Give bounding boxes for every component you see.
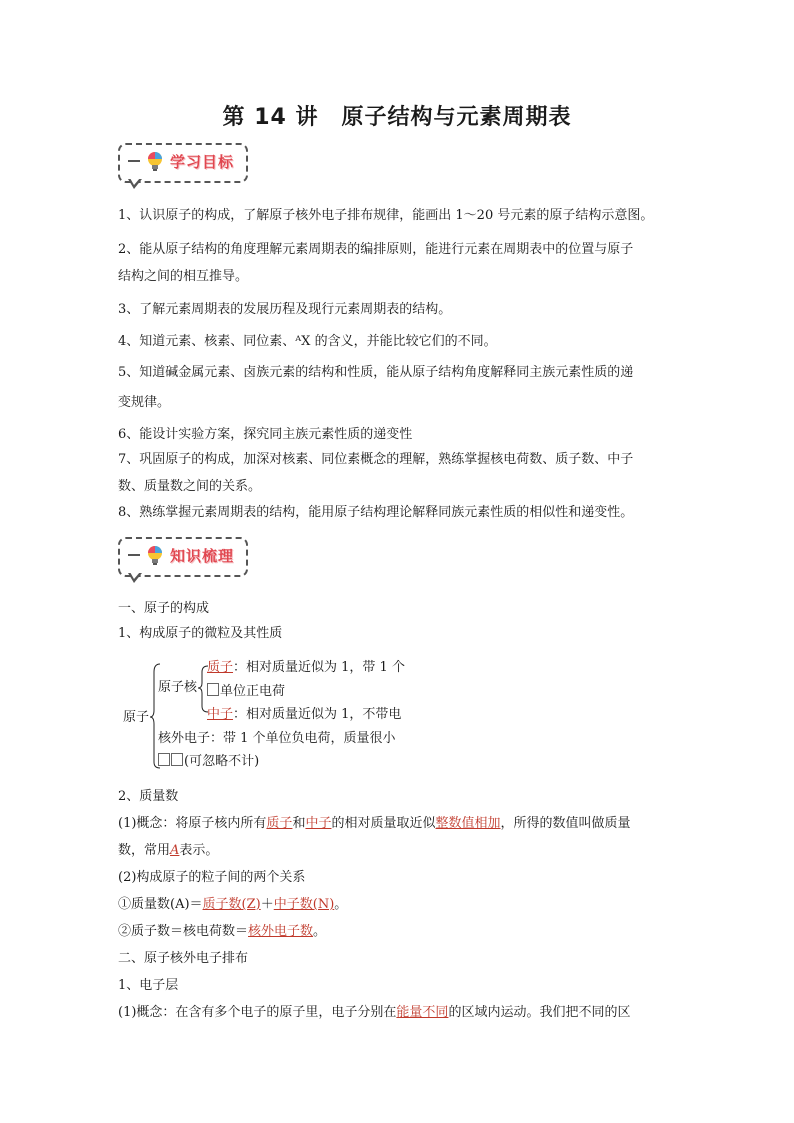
section-heading: 二、原子核外电子排布 xyxy=(118,951,249,966)
objective-line: 7、巩固原子的构成，加深对核素、同位素概念的理解，熟练掌握核电荷数、质子数、中子 xyxy=(118,452,634,467)
subsection-heading: 1、电子层 xyxy=(118,978,179,993)
concept-line: (1)概念：将原子核内所有质子和中子的相对质量取近似整数值相加，所得的数值叫做质量 xyxy=(118,816,631,831)
subsection-heading: 1、构成原子的微粒及其性质 xyxy=(118,626,283,641)
tree-root: 原子 xyxy=(123,710,150,725)
knowledge-badge xyxy=(118,537,252,589)
relations-heading: (2)构成原子的粒子间的两个关系 xyxy=(118,870,306,885)
objective-line: 1、认识原子的构成，了解原子核外电子排布规律，能画出 1～20 号元素的原子结构示意图。 xyxy=(118,208,654,223)
objectives-badge xyxy=(118,143,252,195)
page-title: 第 14 讲 原子结构与元素周期表 xyxy=(222,105,572,130)
objective-line: 3、了解元素周期表的发展历程及现行元素周期表的结构。 xyxy=(118,302,452,317)
relation-line: ①质量数(A)＝质子数(Z)＋中子数(N)。 xyxy=(118,897,348,912)
lightbulb-icon xyxy=(144,544,166,566)
objective-line: 变规律。 xyxy=(118,395,171,410)
objective-line: 2、能从原子结构的角度理解元素周期表的编排原则，能进行元素在周期表中的位置与原子 xyxy=(118,242,634,257)
section-heading: 一、原子的构成 xyxy=(118,601,210,616)
tree-electron: 核外电子：带 1 个单位负电荷，质量很小 xyxy=(158,731,396,746)
concept-line-cont: 数，常用A表示。 xyxy=(118,843,219,858)
knowledge-badge-label: 知识梳理 xyxy=(170,547,235,565)
concept-line: (1)概念：在含有多个电子的原子里，电子分别在能量不同的区域内运动。我们把不同的区 xyxy=(118,1005,631,1020)
tree-proton: 质子：相对质量近似为 1，带 1 个 xyxy=(207,660,405,675)
subsection-heading: 2、质量数 xyxy=(118,789,179,804)
relation-line: ②质子数＝核电荷数＝核外电子数。 xyxy=(118,924,327,939)
objective-line: 8、熟练掌握元素周期表的结构，能用原子结构理论解释同族元素性质的相似性和递变性。 xyxy=(118,505,634,520)
placeholder-box-icon xyxy=(171,753,183,766)
objective-line: 5、知道碱金属元素、卤族元素的结构和性质，能从原子结构角度解释同主族元素性质的递 xyxy=(118,365,634,380)
placeholder-box-icon xyxy=(158,753,170,766)
tree-proton-cont: 单位正电荷 xyxy=(207,683,285,701)
objectives-badge-label: 学习目标 xyxy=(170,153,235,171)
tree-electron-note: (可忽略不计) xyxy=(158,753,259,771)
lightbulb-icon xyxy=(144,150,166,172)
objective-line: 4、知道元素、核素、同位素、ᴬX 的含义，并能比较它们的不同。 xyxy=(118,334,497,349)
tree-nucleus: 原子核 xyxy=(158,680,198,695)
objective-line: 结构之间的相互推导。 xyxy=(118,269,249,284)
placeholder-box-icon xyxy=(207,683,219,696)
tree-neutron: 中子：相对质量近似为 1，不带电 xyxy=(207,707,402,722)
objective-line: 6、能设计实验方案，探究同主族元素性质的递变性 xyxy=(118,427,413,442)
objective-line: 数、质量数之间的关系。 xyxy=(118,479,262,494)
